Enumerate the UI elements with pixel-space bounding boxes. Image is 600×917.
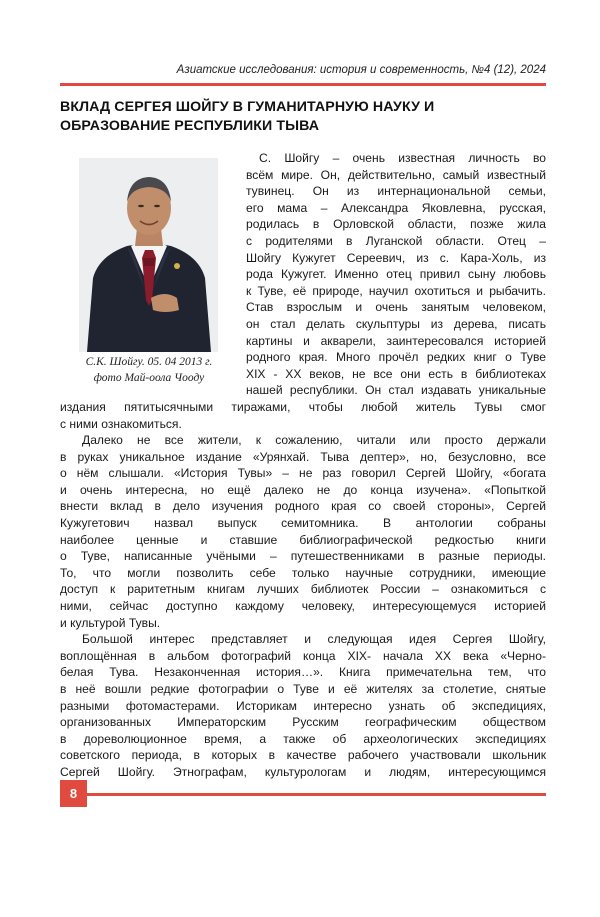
body-line: Шойгу Кужугет Сереевич, из с. Кара-Холь, из [246,250,546,265]
body-line: картины и акварели, заинтересовался историей [246,333,546,348]
body-line: воплощённая в альбом фотографий конца XIX- начала XX века «Черно- [60,648,546,663]
body-line: Став взрослым и очень занятым человеком, [246,300,546,315]
body-line: наиболее ценные и ставшие библиографической редкостью книги [60,532,546,547]
body-line: он стал делать скульптуры из дерева, писать [246,316,546,331]
article-title-line-1: ВКЛАД СЕРГЕЯ ШОЙГУ В ГУМАНИТАРНУЮ НАУКУ И [60,99,435,115]
body-line: XIX - XX веков, не все они есть в библиотеках [246,366,546,381]
figure-caption-line-2: фото Май-оола Чооду [93,372,205,384]
body-line: с родителями в Луганской области. Отец – [246,233,546,248]
body-line: в неё вошли редкие фотографии о Туве и её жителях за столетие, снятые [60,682,546,696]
body-line: Большой интерес представляет и следующая идея Сергея Шойгу, [82,632,546,647]
body-line: родилась в Орловской области, позже жила [246,217,546,232]
body-line: доступ к раритетным книгам лучших библиотек России – ознакомиться с [60,582,546,597]
bottom-rule [60,793,546,796]
journal-running-header: Азиатские исследования: история и современность, №4 (12), 2024 [176,64,546,76]
body-line: То, что могли позволить себе только научные сотрудники, имеющие [60,565,546,580]
body-line: разными фотомастерами. Историкам интересно узнать об экспедициях, [60,698,546,713]
article-title [60,98,546,136]
body-line: и культурой Тувы. [60,615,161,630]
body-line: с ними ознакомиться. [60,416,182,431]
body-line: ними, сейчас доступно каждому человеку, интересующемуся историей [60,599,546,614]
body-line: издания пятитысячными тиражами, чтобы любой житель Тувы смог [60,399,546,414]
body-line: всём мире. Он, действительно, самый известный [246,167,546,182]
figure-caption-line-1: С.К. Шойгу. 05. 04 2013 г. [85,356,213,368]
body-line: в руках уникальное издание «Урянхай. Тыва дептер», но, безусловно, все [60,449,546,464]
body-line: рода Кужугет. Именно отец привил сыну любовь [246,267,546,282]
body-line: о Туве, написанные учёными – путешественниками в разные периоды. [60,549,546,564]
body-line: нашей республики. Он стал издавать уникальные [246,383,546,398]
body-line: и очень интересна, но ещё далеко не до конца изучена». «Попыткой [60,482,546,497]
body-line: о нём слышали. «История Тувы» – не раз говорил Сергей Шойгу, «богата [60,466,546,481]
body-line: Далеко не все жители, к сожалению, читали или просто держали [82,433,546,448]
article-body [60,150,546,781]
body-line: в дореволюционное время, а также об археологических экспедициях [60,731,546,746]
top-rule [60,83,546,86]
body-line: его мама – Александра Яковлевна, русская, [246,200,546,215]
body-line: советского периода, в которых в качестве рабочего участвовали школьник [60,748,546,763]
body-line: тувинец. Он из интернациональной семьи, [246,184,546,199]
body-line: белая Тува. Незаконченная история…». Книга примечательна тем, что [60,665,546,680]
body-line: к Туве, её природе, научил охотиться и рыбачить. [246,283,546,298]
body-line: внести вклад в дело изучения родного края со своей стороны», Сергей [60,499,546,514]
body-line: организованных Императорским Русским географическим обществом [60,715,546,730]
body-line: Сергей Шойгу. Этнографам, культурологам и людям, интересующимся [60,764,546,779]
body-line: С. Шойгу – очень известная личность во [259,151,546,165]
body-line: родного края. Много прочёл редких книг о Туве [246,350,546,365]
page-number: 8 [60,780,87,807]
article-title-line-2: ОБРАЗОВАНИЕ РЕСПУБЛИКИ ТЫВА [60,118,320,134]
body-line: Кужугетович назвал выпуск семитомника. В антологии собраны [60,516,546,531]
